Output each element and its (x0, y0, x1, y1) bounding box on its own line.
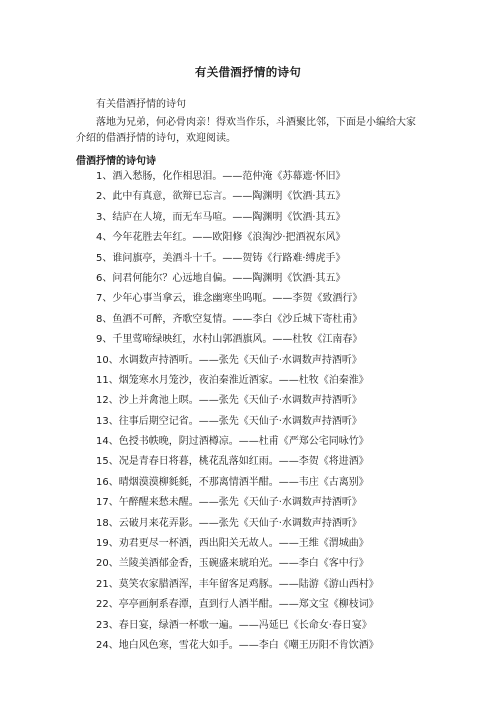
poem-line: 20、兰陵美酒郁金香，玉碗盛来琥珀光。——李白《客中行》 (96, 558, 369, 570)
poem-list (96, 170, 379, 659)
poem-line: 10、水调数声持酒听。——张先《天仙子·水调数声持酒听》 (96, 354, 362, 366)
poem-line: 15、况是青春日将暮，桃花乱落如红雨。——李贺《将进酒》 (96, 456, 369, 468)
poem-line: 5、谁问旗亭，美酒斗十千。——贺铸《行路难·缚虎手》 (96, 252, 346, 264)
poem-line: 16、晴烟漠漠柳毵毵，不那离情酒半酣。——韦庄《古离别》 (96, 476, 369, 488)
poem-line: 24、地白风色寒，雪花大如手。——李白《嘲王历阳不肯饮酒》 (96, 639, 379, 651)
section-heading: 借酒抒情的诗句诗 (76, 156, 156, 167)
poem-line: 22、亭亭画舸系春潭，直到行人酒半酣。——郑文宝《柳枝词》 (96, 599, 379, 611)
poem-line: 1、酒入愁肠，化作相思泪。——范仲淹《苏幕遮·怀旧》 (96, 171, 346, 182)
poem-line: 6、问君何能尔？心远地自偏。——陶渊明《饮酒·其五》 (96, 272, 346, 284)
page-title: 有关借酒抒情的诗句 (194, 65, 302, 79)
poem-line: 13、往事后期空记省。——张先《天仙子·水调数声持酒听》 (96, 415, 362, 427)
poem-line: 18、云破月来花弄影。——张先《天仙子·水调数声持酒听》 (96, 517, 362, 529)
subtitle: 有关借酒抒情的诗句 (96, 99, 186, 110)
poem-line: 21、莫笑农家腊酒浑，丰年留客足鸡豚。——陆游《游山西村》 (96, 578, 379, 590)
poem-line: 14、色授书帙晚，阴过酒樽凉。——杜甫《严郑公宅同咏竹》 (96, 436, 369, 448)
poem-line: 17、午醉醒来愁未醒。——张先《天仙子·水调数声持酒听》 (96, 497, 362, 509)
poem-line: 3、结庐在人境，而无车马喧。——陶渊明《饮酒·其五》 (96, 211, 346, 223)
poem-line: 12、沙上并禽池上暝。——张先《天仙子·水调数声持酒听》 (96, 395, 362, 407)
poem-line: 2、此中有真意，欲辩已忘言。——陶渊明《饮酒·其五》 (96, 191, 346, 203)
poem-line: 19、劝君更尽一杯酒，西出阳关无故人。——王维《渭城曲》 (96, 538, 369, 550)
poem-line: 4、今年花胜去年红。——欧阳修《浪淘沙·把酒祝东风》 (96, 232, 346, 244)
intro-paragraph: 落地为兄弟，何必骨肉亲！得欢当作乐，斗酒聚比邻，下面是小编给大家介绍的借酒抒情的诗句，欢迎阅读。 (76, 117, 416, 144)
poem-line: 9、千里莺啼绿映红，水村山郭酒旗风。——杜牧《江南春》 (96, 334, 363, 346)
poem-line: 11、烟笼寒水月笼沙，夜泊秦淮近酒家。——杜牧《泊秦淮》 (96, 374, 369, 386)
poem-line: 7、少年心事当拿云，谁念幽寒坐呜呃。——李贺《致酒行》 (96, 293, 363, 305)
poem-line: 8、鱼酒不可醉，齐歌空复情。——李白《沙丘城下寄杜甫》 (96, 313, 363, 325)
poem-line: 23、春日宴，绿酒一杯歌一遍。——冯延巳《长命女·春日宴》 (96, 619, 372, 631)
